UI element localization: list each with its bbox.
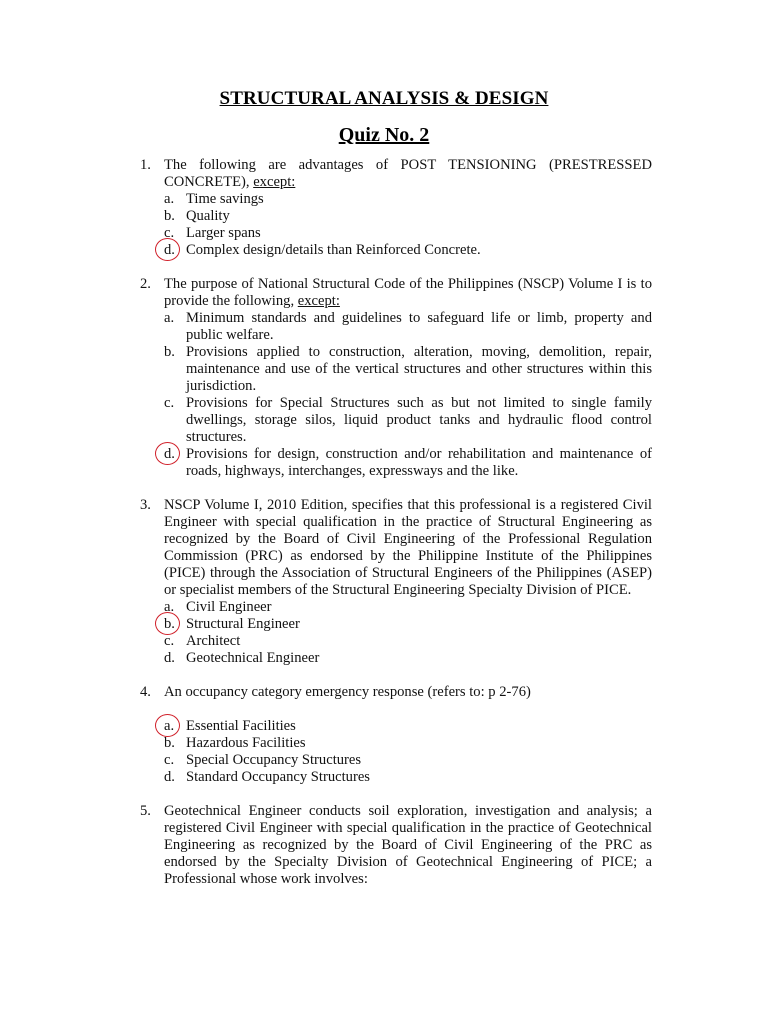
document-subtitle: Quiz No. 2 <box>338 124 430 146</box>
choice-list <box>164 718 652 786</box>
choice-text: Time savings <box>186 191 264 207</box>
choice-letter: d. <box>164 769 175 785</box>
choice-text: Provisions applied to construction, alteration, moving, demolition, repair, maintenance and use of the vertical structures and other structures within this jurisdiction. <box>186 344 652 394</box>
choice-text: Essential Facilities <box>186 718 296 734</box>
question-list <box>140 157 652 905</box>
choice-text: Hazardous Facilities <box>186 735 306 751</box>
choice-text: Provisions for design, construction and/or rehabilitation and maintenance of roads, highways, interchanges, expressways and the like. <box>186 446 652 479</box>
choice-letter: a. <box>164 718 175 734</box>
choice-item <box>164 208 652 225</box>
choice-text: Provisions for Special Structures such as but not limited to single family dwellings, storage silos, liquid product tanks and hydraulic flood control structures. <box>186 395 652 445</box>
choice-item <box>164 633 652 650</box>
question-text <box>164 803 652 888</box>
choice-text: Special Occupancy Structures <box>186 752 362 768</box>
choice-item <box>164 446 652 480</box>
choice-item <box>164 650 652 667</box>
choice-item <box>164 310 652 344</box>
choice-item <box>164 344 652 395</box>
choice-text: Quality <box>186 208 230 224</box>
question-text <box>164 157 652 191</box>
choice-text: Larger spans <box>186 225 261 241</box>
choice-item <box>164 395 652 446</box>
choice-text: Civil Engineer <box>186 599 272 615</box>
question-text-emphasis: except: <box>297 293 340 309</box>
question-item <box>140 497 652 667</box>
question-number: 5. <box>140 803 151 819</box>
choice-item <box>164 225 652 242</box>
choice-text: Structural Engineer <box>186 616 300 632</box>
choice-text: Architect <box>186 633 241 649</box>
question-text <box>164 276 652 310</box>
question-text-main: Geotechnical Engineer conducts soil exploration, investigation and analysis; a registered Civil Engineer with special qualification in the practice of Geotechnical Engineering as recognized by the Board of Civil Engineering of the PRC as endorsed by the Specialty Division of Geotechnical Engineering of PICE; a Professional whose work involves: <box>164 803 652 887</box>
choice-letter: d. <box>164 446 175 462</box>
choice-text: Standard Occupancy Structures <box>186 769 370 785</box>
question-text-emphasis: except: <box>253 174 296 190</box>
choice-letter: c. <box>164 633 175 649</box>
choice-list <box>164 191 652 259</box>
question-item <box>140 803 652 888</box>
question-text-main: The purpose of National Structural Code of the Philippines (NSCP) Volume I is to provide the following, <box>164 276 652 309</box>
question-text-main: NSCP Volume I, 2010 Edition, specifies that this professional is a registered Civil Engineer with special qualification in the practice of Structural Engineering as recognized by the Board of Civil Engineering of the Professional Regulation Commission (PRC) as endorsed by the Philippine Institute of the Philippines (PICE) through the Association of Structural Engineers of the Philippines (ASEP) or specialist members of the Structural Engineering Specialty Division of PICE. <box>164 497 652 598</box>
choice-letter: d. <box>164 650 175 666</box>
choice-item <box>164 599 652 616</box>
choice-item <box>164 735 652 752</box>
question-number: 1. <box>140 157 151 173</box>
question-number: 3. <box>140 497 151 513</box>
choice-text: Geotechnical Engineer <box>186 650 320 666</box>
choice-item <box>164 718 652 735</box>
choice-letter: c. <box>164 225 175 241</box>
choice-letter: d. <box>164 242 175 258</box>
choice-letter: c. <box>164 752 175 768</box>
question-text <box>164 497 652 599</box>
question-number: 4. <box>140 684 151 700</box>
question-text-main: The following are advantages of POST TENSIONING (PRESTRESSED CONCRETE), <box>164 157 652 190</box>
choice-letter: b. <box>164 735 175 751</box>
choice-item <box>164 752 652 769</box>
question-item <box>140 684 652 786</box>
choice-text: Complex design/details than Reinforced Concrete. <box>186 242 481 258</box>
question-text-main: An occupancy category emergency response (refers to: p 2-76) <box>164 684 531 700</box>
choice-letter: c. <box>164 395 175 411</box>
choice-item <box>164 191 652 208</box>
choice-letter: b. <box>164 344 175 360</box>
choice-letter: a. <box>164 191 175 207</box>
question-item <box>140 157 652 259</box>
choice-item <box>164 616 652 633</box>
choice-letter: b. <box>164 616 175 632</box>
question-number: 2. <box>140 276 151 292</box>
choice-text: Minimum standards and guidelines to safeguard life or limb, property and public welfare. <box>186 310 652 343</box>
question-item <box>140 276 652 480</box>
choice-item <box>164 769 652 786</box>
document-title: STRUCTURAL ANALYSIS & DESIGN <box>219 88 549 109</box>
choice-list <box>164 310 652 480</box>
choice-item <box>164 242 652 259</box>
choice-letter: a. <box>164 310 175 326</box>
choice-list <box>164 599 652 667</box>
choice-letter: a. <box>164 599 175 615</box>
choice-letter: b. <box>164 208 175 224</box>
question-text <box>164 684 652 701</box>
